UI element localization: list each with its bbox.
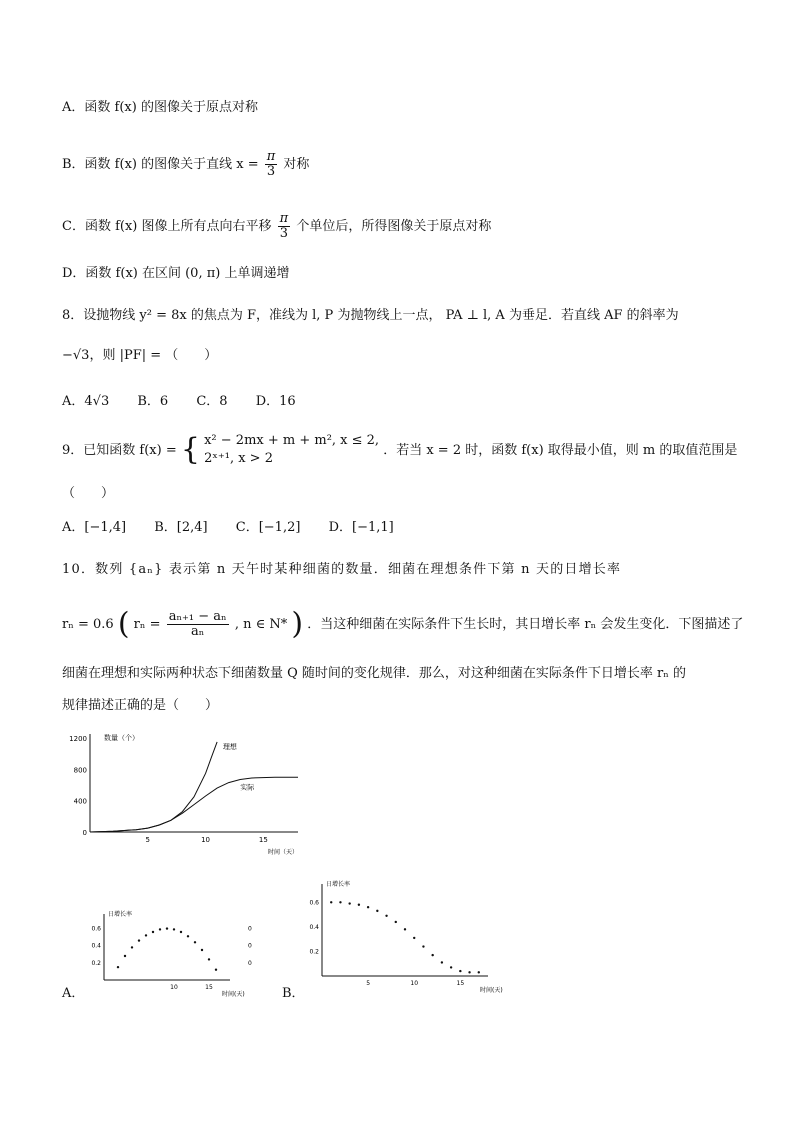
x-tick-label: 10	[410, 980, 419, 987]
question-9-paren	[62, 484, 114, 504]
data-point	[413, 937, 415, 939]
data-point	[422, 945, 424, 947]
question-10-formula-line: rₙ = 0.6 ( rₙ = $\frac{\text{aₙ₊₁ − aₙ}}{\text{aₙ}}$ , n ∈ N* ) ．当这种细菌在实际条件下生长时，其日增长率 rₙ 会发生变化．下图描述了	[62, 606, 744, 642]
series-label-ideal: 理想	[222, 742, 237, 751]
growth-rate-chart-a	[80, 908, 270, 1000]
question-9-options	[62, 518, 418, 538]
option-d-text: D．函数 f(x) 在区间 (0, π) 上单调递增	[62, 266, 290, 281]
data-point	[117, 966, 119, 968]
question-10-line2: ．当这种细菌在实际条件下生长时，其日增长率 rₙ 会发生变化．下图描述了	[307, 617, 744, 632]
q8-option-c: C．8	[196, 394, 228, 409]
question-8-stem	[62, 306, 679, 326]
option-b-suffix: 对称	[283, 157, 310, 172]
data-point	[131, 946, 133, 948]
option-c-suffix: 个单位后，所得图像关于原点对称	[296, 219, 492, 234]
series-line-ideal	[90, 742, 217, 832]
q9-option-d: D．[−1,1]	[328, 520, 394, 535]
growth-rate-fraction: $\frac{\text{aₙ₊₁ − aₙ}}{\text{aₙ}}$	[168, 609, 227, 639]
bacteria-quantity-chart	[60, 728, 320, 856]
data-point	[431, 954, 433, 956]
option-c	[62, 212, 491, 241]
y-axis-title: 数量（个）	[104, 734, 139, 742]
y-tick-label: 400	[73, 797, 87, 806]
piecewise-case-1: x² − 2mx + m + m², x ≤ 2,	[204, 433, 380, 448]
q9-option-b: B．[2,4]	[154, 520, 208, 535]
right-tick-label: 0	[248, 959, 252, 967]
x-tick-label: 15	[258, 836, 268, 844]
data-point	[441, 961, 443, 963]
data-point	[180, 931, 182, 933]
x-axis-title: 时间(天)	[222, 991, 245, 998]
question-8-options	[62, 392, 320, 412]
question-8-line2: −√3，则 |PF| = （ ）	[62, 348, 218, 363]
question-10-stem	[62, 560, 621, 580]
q9-option-a: A．[−1,4]	[62, 520, 127, 535]
growth-rate-condition: , n ∈ N*	[234, 617, 288, 632]
question-10-line3-wrap	[62, 664, 686, 684]
q8-option-a: A．4√3	[62, 394, 110, 409]
data-point	[348, 902, 350, 904]
data-point	[124, 955, 126, 957]
right-tick-label: 0	[248, 925, 252, 933]
x-tick-label: 5	[366, 980, 371, 987]
data-point	[194, 941, 196, 943]
data-point	[395, 921, 397, 923]
y-tick-label: 0.2	[309, 948, 319, 956]
question-10-line3: 细菌在理想和实际两种状态下细菌数量 Q 随时间的变化规律．那么，对这种细菌在实际条件下日增长率 rₙ 的	[62, 666, 687, 681]
option-d	[62, 264, 289, 284]
question-10-line1: 10．数列 {aₙ} 表示第 n 天午时某种细菌的数量．细菌在理想条件下第 n 天的日增长率	[62, 562, 622, 577]
q9-option-c: C．[−1,2]	[235, 520, 301, 535]
y-tick-label: 0.4	[91, 942, 101, 950]
x-tick-label: 10	[201, 836, 211, 844]
q8-option-b: B．6	[137, 394, 169, 409]
option-a-text: A．函数 f(x) 的图像关于原点对称	[62, 100, 258, 115]
data-point	[152, 931, 154, 933]
data-point	[358, 904, 360, 906]
x-axis-title: 时间（天）	[268, 849, 299, 856]
pi-over-3-fraction: $\frac{\pi}{3}$	[279, 211, 289, 241]
data-point	[367, 906, 369, 908]
option-b	[62, 150, 309, 179]
data-point	[159, 928, 161, 930]
x-tick-label: 15	[456, 980, 465, 987]
x-tick-label: 5	[145, 836, 151, 844]
y-tick-label: 0.6	[91, 925, 101, 933]
y-tick-label: 0.2	[91, 959, 101, 967]
data-point	[145, 934, 147, 936]
data-point	[166, 927, 168, 929]
data-point	[450, 966, 452, 968]
y-tick-label: 800	[73, 766, 87, 775]
data-point	[385, 915, 387, 917]
growth-rate-lhs: rₙ =	[133, 617, 161, 632]
x-tick-label: 10	[170, 984, 178, 991]
question-9-stem	[62, 432, 737, 469]
growth-rate-value: rₙ = 0.6	[62, 617, 114, 632]
series-label-actual: 实际	[240, 783, 255, 792]
data-point	[459, 970, 461, 972]
pi-over-3-fraction: $\frac{\pi}{3}$	[266, 149, 276, 179]
x-axis-title: 时间(天)	[480, 987, 503, 994]
y-tick-label: 1200	[69, 735, 87, 743]
y-tick-label: 0	[82, 829, 87, 837]
data-point	[208, 958, 210, 960]
question-8-line1: 8．设抛物线 y² = 8x 的焦点为 F，准线为 l, P 为抛物线上一点， PA ⊥ l, A 为垂足．若直线 AF 的斜率为	[62, 308, 679, 323]
option-b-text: B．函数 f(x) 的图像关于直线 x =	[62, 157, 259, 172]
y-tick-label: 0.4	[309, 923, 319, 931]
data-point	[138, 939, 140, 941]
answer-paren: （ ）	[62, 486, 115, 501]
chart-option-a-label: A．	[62, 986, 85, 1001]
data-point	[187, 935, 189, 937]
q8-option-d: D．16	[255, 394, 296, 409]
data-point	[478, 971, 480, 973]
data-point	[376, 910, 378, 912]
question-10-line4: 规律描述正确的是（ ）	[62, 698, 219, 713]
question-8-stem-cont	[62, 346, 217, 366]
data-point	[330, 901, 332, 903]
piecewise-case-2: 2ˣ⁺¹, x > 2	[204, 451, 273, 466]
option-a	[62, 98, 258, 118]
question-10-line4-wrap	[62, 696, 218, 716]
question-9-suffix: ．若当 x = 2 时，函数 f(x) 取得最小值，则 m 的取值范围是	[383, 442, 738, 458]
question-9-prefix: 9．已知函数 f(x) =	[62, 442, 177, 458]
data-point	[201, 949, 203, 951]
data-point	[468, 971, 470, 973]
series-line-actual	[90, 777, 298, 832]
data-point	[215, 969, 217, 971]
chart-title: 日增长率	[326, 881, 351, 888]
y-tick-label: 0.6	[309, 899, 319, 907]
chart-title: 日增长率	[108, 911, 133, 918]
option-c-text: C．函数 f(x) 图像上所有点向右平移	[62, 219, 272, 234]
growth-rate-chart-b	[300, 876, 510, 1000]
x-tick-label: 15	[205, 984, 213, 991]
chart-option-b-label: B．	[282, 986, 305, 1001]
right-tick-label: 0	[248, 942, 252, 950]
piecewise-function: { x² − 2mx + m + m², x ≤ 2, 2ˣ⁺¹, x > 2	[180, 432, 380, 467]
data-point	[339, 901, 341, 903]
data-point	[173, 928, 175, 930]
data-point	[404, 928, 406, 930]
